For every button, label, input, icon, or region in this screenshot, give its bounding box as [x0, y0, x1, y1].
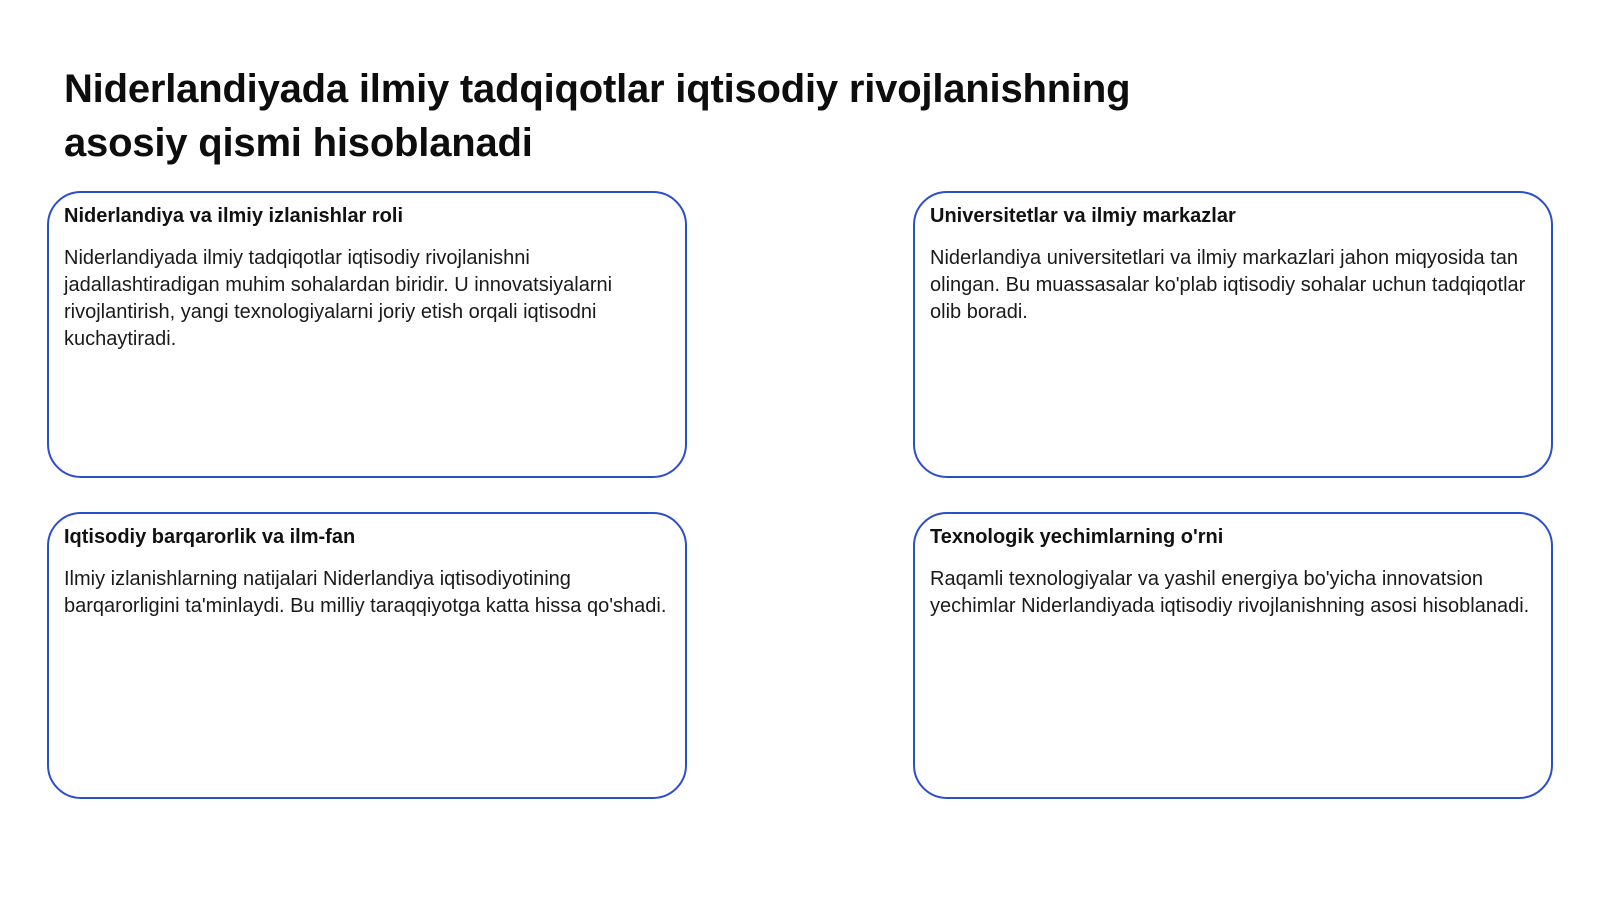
card-heading: Universitetlar va ilmiy markazlar: [930, 205, 1236, 227]
info-card-economic-stability: [47, 512, 687, 799]
card-text: Niderlandiyada ilmiy tadqiqotlar iqtisodiy rivojlanishni jadallashtiradigan muhim sohalardan biridir. U innovatsiyalarni rivojlantirish, yangi texnologiyalarni joriy etish orqali iqtisodni kuchaytiradi.: [64, 247, 613, 350]
card-heading: Niderlandiya va ilmiy izlanishlar roli: [64, 205, 404, 227]
card-text: Ilmiy izlanishlarning natijalari Niderlandiya iqtisodiyotining barqarorligini ta'minlaydi. Bu milliy taraqqiyotga katta hissa qo'shadi.: [64, 568, 667, 617]
card-text: Niderlandiya universitetlari va ilmiy markazlari jahon miqyosida tan olingan. Bu muassasalar ko'plab iqtisodiy sohalar uchun tadqiqotlar olib boradi.: [930, 247, 1526, 323]
info-card-universities: [913, 191, 1553, 478]
slide-title: Niderlandiyada ilmiy tadqiqotlar iqtisodiy rivojlanishning asosiy qismi hisoblanadi: [64, 67, 1131, 165]
card-heading: Texnologik yechimlarning o'rni: [930, 526, 1224, 548]
info-card-research-role: [47, 191, 687, 478]
card-heading: Iqtisodiy barqarorlik va ilm-fan: [64, 526, 356, 548]
info-card-technology-solutions: [913, 512, 1553, 799]
card-text: Raqamli texnologiyalar va yashil energiya bo'yicha innovatsion yechimlar Niderlandiyada iqtisodiy rivojlanishning asosi hisoblanadi.: [930, 568, 1530, 617]
